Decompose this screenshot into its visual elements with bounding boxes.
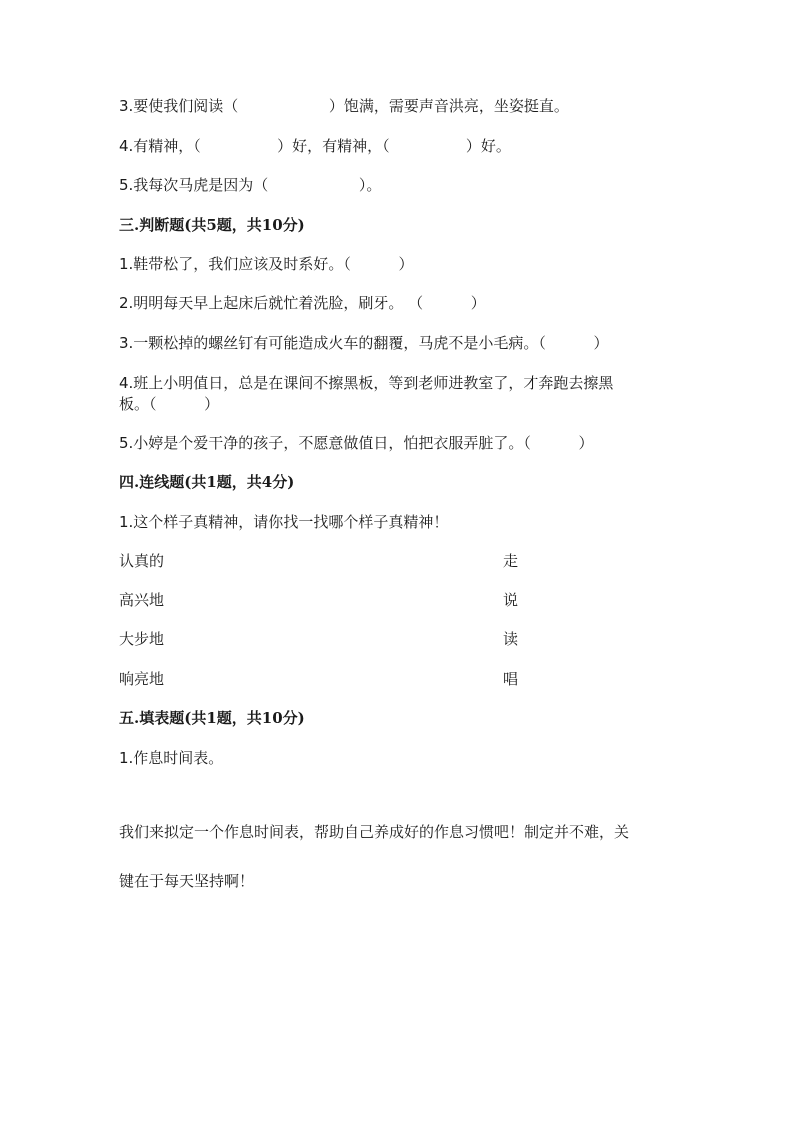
fill-blank-question-4: 4.有精神，（ ）好，有精神，（ ）好。 bbox=[119, 137, 511, 155]
judge-question-4-line-2: 板。（ ） bbox=[119, 395, 220, 413]
judge-question-5: 5.小婷是个爱干净的孩子，不愿意做值日，怕把衣服弄脏了。（ ） bbox=[119, 434, 594, 452]
judge-question-3: 3.一颗松掉的螺丝钉有可能造成火车的翻覆，马虎不是小毛病。（ ） bbox=[119, 334, 609, 352]
table-section-heading: 五.填表题(共1题，共10分) bbox=[119, 709, 305, 727]
judge-section-heading: 三.判断题(共5题，共10分) bbox=[119, 216, 305, 234]
matching-left-item: 认真的 bbox=[119, 552, 165, 570]
fill-blank-question-5: 5.我每次马虎是因为（ ）。 bbox=[119, 176, 382, 194]
matching-right-item: 唱 bbox=[503, 670, 519, 688]
matching-right-item: 读 bbox=[503, 630, 519, 648]
judge-question-2: 2.明明每天早上起床后就忙着洗脸，刷牙。 （ ） bbox=[119, 294, 486, 312]
matching-right-item: 说 bbox=[503, 591, 519, 609]
table-question: 1.作息时间表。 bbox=[119, 749, 224, 767]
matching-left-item: 大步地 bbox=[119, 630, 165, 648]
table-paragraph-line-2: 键在于每天坚持啊！ bbox=[119, 872, 255, 890]
matching-left-item: 响亮地 bbox=[119, 670, 165, 688]
matching-left-item: 高兴地 bbox=[119, 591, 165, 609]
matching-section-heading: 四.连线题(共1题，共4分) bbox=[119, 473, 295, 491]
matching-right-item: 走 bbox=[503, 552, 519, 570]
table-paragraph-line-1: 我们来拟定一个作息时间表，帮助自己养成好的作息习惯吧！制定并不难，关 bbox=[119, 823, 630, 841]
judge-question-4-line-1: 4.班上小明值日，总是在课间不擦黑板，等到老师进教室了，才奔跑去擦黑 bbox=[119, 374, 614, 392]
judge-question-1: 1.鞋带松了，我们应该及时系好。（ ） bbox=[119, 255, 414, 273]
matching-question: 1.这个样子真精神，请你找一找哪个样子真精神！ bbox=[119, 513, 449, 531]
fill-blank-question-3: 3.要使我们阅读（ ）饱满，需要声音洪亮，坐姿挺直。 bbox=[119, 97, 569, 115]
